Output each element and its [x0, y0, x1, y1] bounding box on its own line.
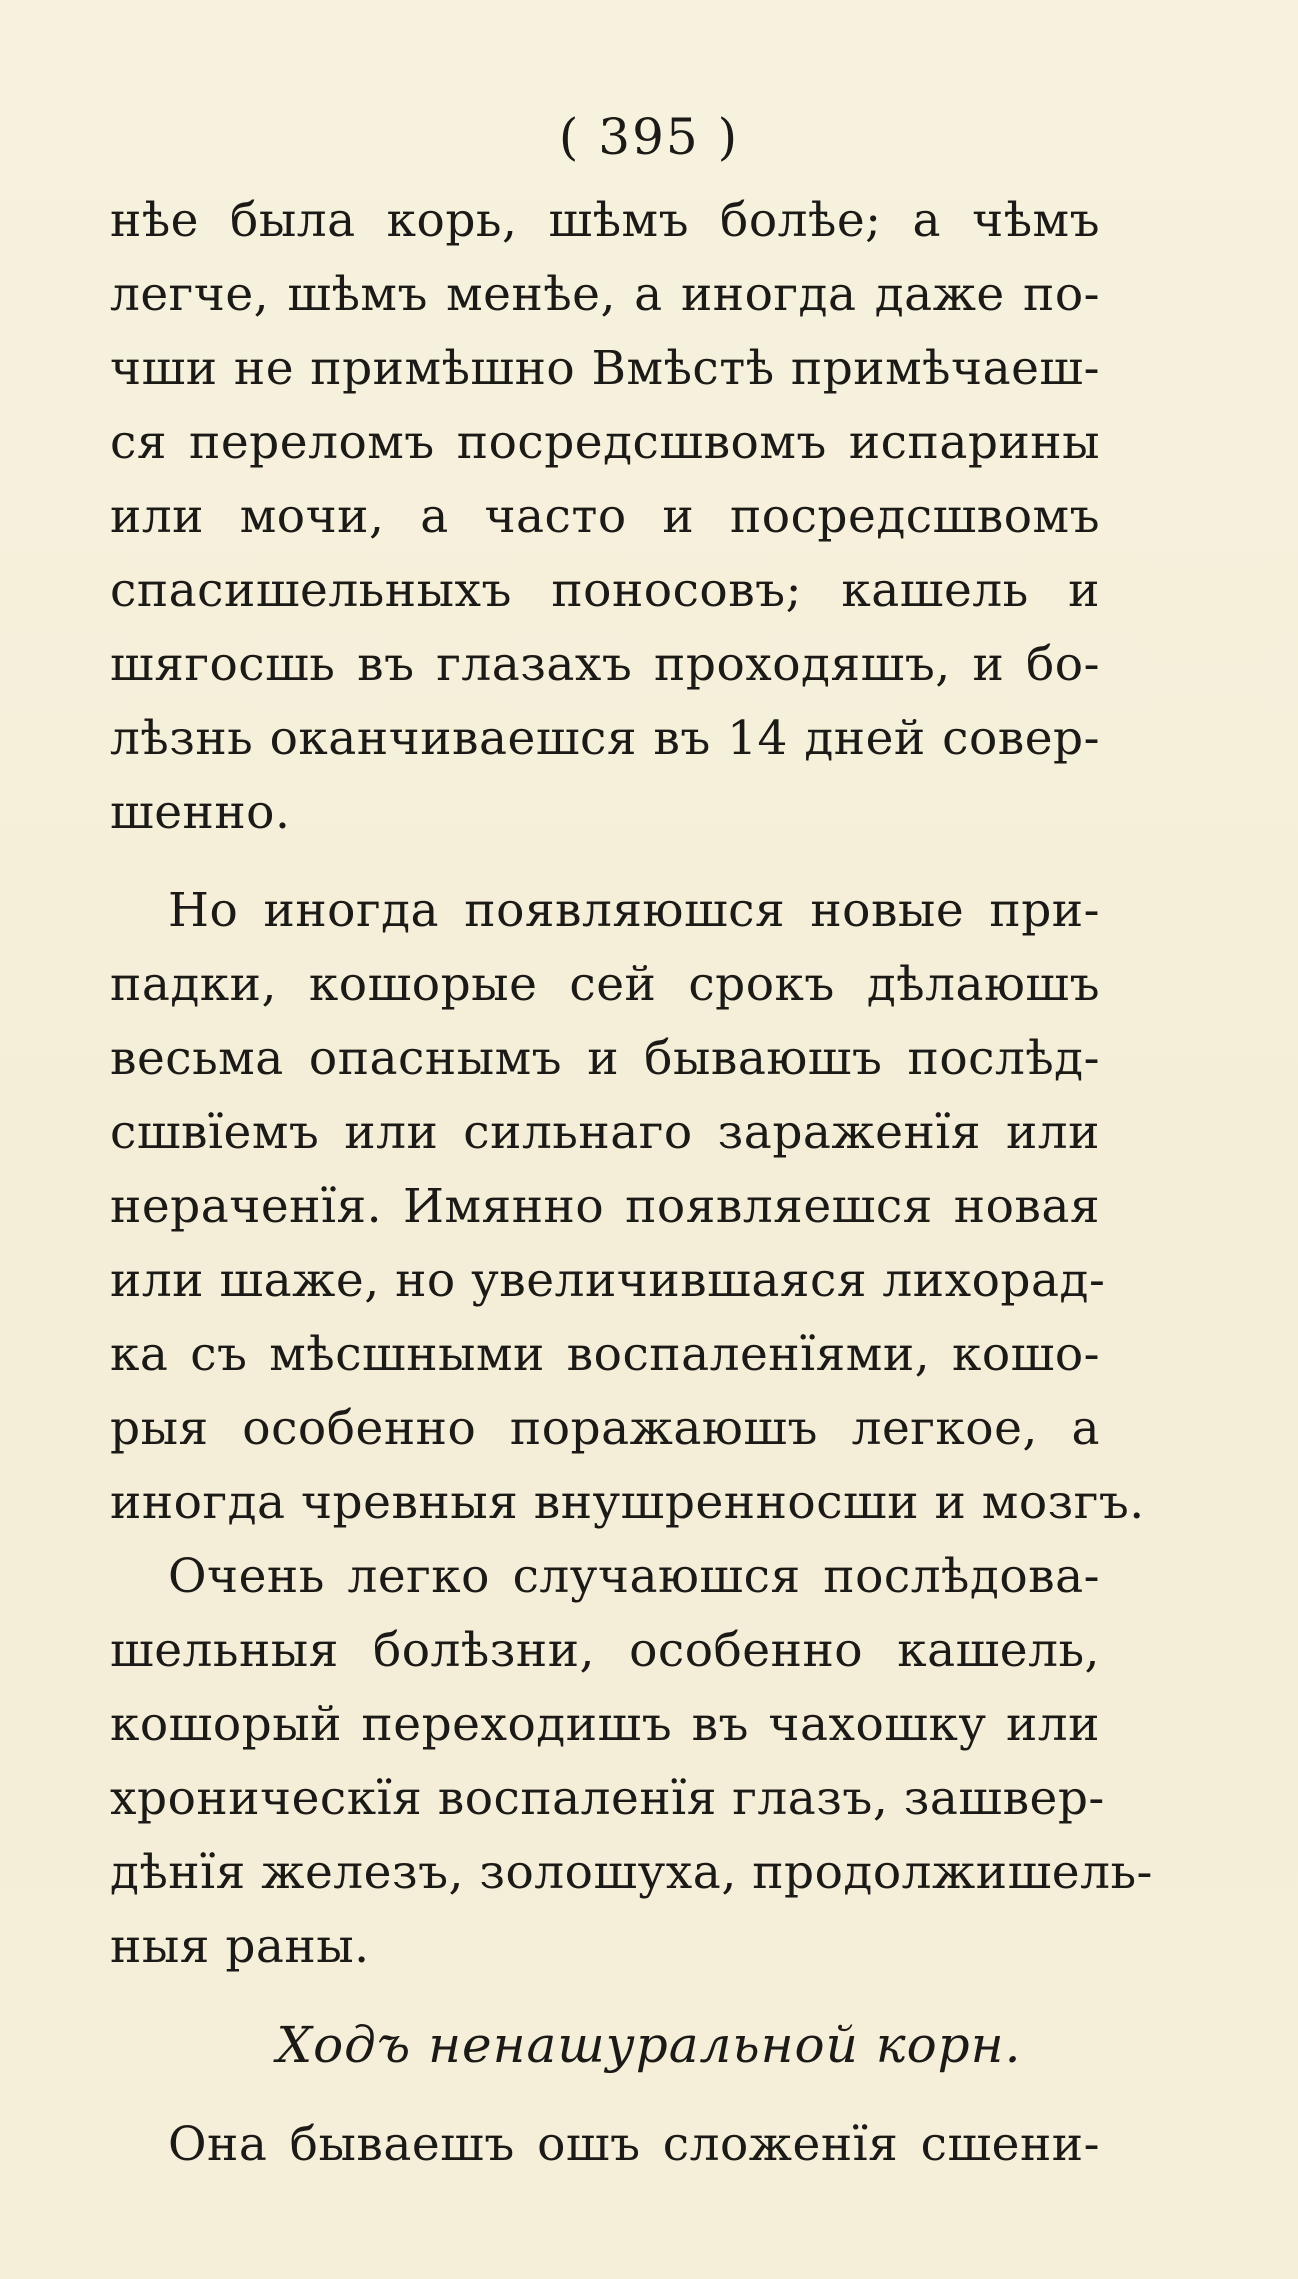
- text-line: шенно.: [110, 785, 291, 840]
- text-line: падки, кошорые сей срокъ дѣлаюшъ: [110, 957, 1100, 1012]
- text-line: Но иногда появляюшся новые при-: [168, 883, 1100, 938]
- text-line: или мочи, а часто и посредсшвомъ: [110, 489, 1100, 544]
- text-line: Очень легко случаюшся послѣдова-: [168, 1549, 1100, 1604]
- text-line: нѣе была корь, шѣмъ болѣе; а чѣмъ: [110, 193, 1100, 248]
- text-line: или шаже, но увеличившаяся лихорад-: [110, 1253, 1106, 1308]
- text-line: шельныя болѣзни, особенно кашель,: [110, 1623, 1100, 1678]
- text-line: сшвїемъ или сильнаго зараженїя или: [110, 1105, 1100, 1160]
- text-line: лѣзнь оканчиваешся въ 14 дней совер-: [110, 711, 1100, 766]
- text-line: ся переломъ посредсшвомъ испарины: [110, 415, 1100, 470]
- text-line: легче, шѣмъ менѣе, а иногда даже по-: [110, 267, 1100, 322]
- text-line: иногда чревныя внушренносши и мозгъ.: [110, 1475, 1145, 1530]
- text-line: шягосшь въ глазахъ проходяшъ, и бо-: [110, 637, 1100, 692]
- text-line: чши не примѣшно Вмѣстѣ примѣчаеш-: [110, 341, 1100, 396]
- text-line: Она бываешъ ошъ сложенїя сшени-: [168, 2117, 1100, 2172]
- text-line: рыя особенно поражаюшъ легкое, а: [110, 1401, 1100, 1456]
- text-line: спасишельныхъ поносовъ; кашель и: [110, 563, 1100, 618]
- text-line: дѣнїя железъ, золошуха, продолжишель-: [110, 1845, 1153, 1900]
- section-heading: Ходъ ненашуральной корн.: [276, 2016, 1022, 2074]
- text-line: ка съ мѣсшными воспаленїями, кошо-: [110, 1327, 1100, 1382]
- text-line: ныя раны.: [110, 1919, 370, 1974]
- text-line: хроническїя воспаленїя глазъ, зашвер-: [110, 1771, 1105, 1826]
- text-line: кошорый переходишъ въ чахошку или: [110, 1697, 1100, 1752]
- text-line: нераченїя. Имянно появляешся новая: [110, 1179, 1100, 1234]
- text-line: весьма опаснымъ и бываюшъ послѣд-: [110, 1031, 1100, 1086]
- page-number: ( 395 ): [558, 108, 740, 166]
